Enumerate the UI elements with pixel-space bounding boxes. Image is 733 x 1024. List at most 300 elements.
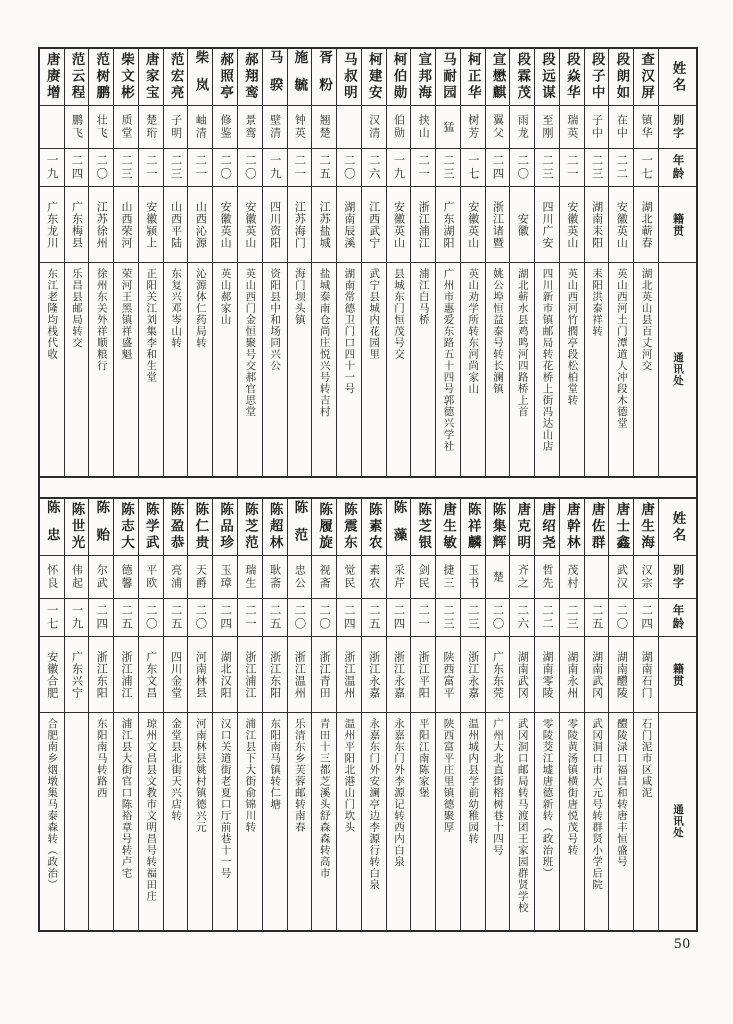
entry-courtesy-name-cell bbox=[535, 106, 559, 149]
entry-name-cell bbox=[114, 499, 138, 556]
entry-age: 一九 bbox=[45, 154, 58, 181]
entry-name: 陈盈恭 bbox=[168, 502, 184, 552]
header-name-label: 姓名 bbox=[670, 60, 686, 94]
entry-name-cell bbox=[89, 49, 113, 106]
entry-age-cell bbox=[114, 149, 138, 187]
entry-column bbox=[336, 499, 361, 930]
entry-native-place-cell bbox=[164, 637, 188, 713]
entry-name-cell bbox=[65, 499, 89, 556]
entry-contact-address-cell bbox=[213, 263, 237, 476]
entry-age-cell bbox=[411, 599, 435, 637]
entry-contact-address-cell bbox=[288, 263, 312, 476]
entry-native-place-cell bbox=[436, 187, 460, 263]
entry-column bbox=[608, 499, 633, 930]
entry-age: 二一 bbox=[293, 154, 306, 181]
entry-column bbox=[460, 49, 485, 476]
entry-column bbox=[534, 49, 559, 476]
entry-contact-address: 乐清东乡芙蓉邮转南春 bbox=[293, 718, 305, 833]
entry-name: 陈贻 bbox=[94, 499, 110, 555]
entry-name-cell bbox=[609, 499, 633, 556]
entry-name: 柯建安 bbox=[366, 52, 382, 102]
entry-name-cell bbox=[288, 49, 312, 106]
entry-native-place-cell bbox=[585, 637, 609, 713]
entry-age-cell bbox=[461, 599, 485, 637]
entry-name-cell bbox=[560, 49, 584, 106]
header-age-label: 年龄 bbox=[671, 154, 684, 181]
entry-name: 陈学武 bbox=[143, 502, 159, 552]
entry-native-place: 陕西富平 bbox=[441, 650, 454, 699]
entry-native-place-cell bbox=[560, 637, 584, 713]
entry-age-cell bbox=[89, 149, 113, 187]
entry-native-place-cell bbox=[486, 187, 510, 263]
entry-courtesy-name-cell bbox=[362, 106, 386, 149]
entry-age: 二四 bbox=[342, 604, 355, 631]
entry-column bbox=[287, 499, 312, 930]
entry-column bbox=[386, 499, 411, 930]
entry-native-place: 浙江浦江 bbox=[243, 650, 256, 699]
header-native-place bbox=[659, 187, 696, 263]
entry-native-place: 江苏徐州 bbox=[95, 200, 108, 249]
entry-contact-address: 陕西富平庄里镇德聚厚 bbox=[442, 718, 454, 833]
entry-age-cell bbox=[634, 149, 658, 187]
entry-column bbox=[584, 49, 609, 476]
entry-age: 二三 bbox=[441, 154, 454, 181]
entry-age: 二一 bbox=[565, 154, 578, 181]
entry-name-cell bbox=[362, 49, 386, 106]
entry-contact-address-cell bbox=[65, 713, 89, 930]
entry-column bbox=[509, 499, 534, 930]
upper-registry-table bbox=[38, 47, 698, 478]
entry-courtesy-name-cell bbox=[40, 556, 64, 599]
entry-column bbox=[386, 49, 411, 476]
entry-courtesy-name: 德馨 bbox=[120, 564, 133, 590]
entry-native-place-cell bbox=[436, 637, 460, 713]
entry-contact-address: 沁源体仁药局转 bbox=[194, 268, 206, 349]
entry-age-cell bbox=[486, 599, 510, 637]
entry-contact-address: 零陵黄汤镇横街唐悦茂号转 bbox=[566, 718, 578, 856]
entry-contact-address: 武冈洞口邮局转马渡团王家园群贤学校 bbox=[516, 718, 528, 914]
entry-courtesy-name: 采芹 bbox=[392, 564, 405, 590]
entry-name-cell bbox=[387, 49, 411, 106]
entry-native-place: 安徽英山 bbox=[565, 200, 578, 249]
entry-courtesy-name: 伯勋 bbox=[392, 114, 405, 140]
entry-name-cell bbox=[213, 49, 237, 106]
entry-contact-address: 湖南常德卫门口四十一号 bbox=[343, 268, 355, 395]
entry-age: 二六 bbox=[516, 604, 529, 631]
entry-courtesy-name-cell bbox=[461, 106, 485, 149]
entry-column bbox=[40, 49, 64, 476]
entry-contact-address: 资阳县中和场同兴公 bbox=[269, 268, 281, 372]
entry-name-cell bbox=[188, 49, 212, 106]
entry-name-cell bbox=[164, 49, 188, 106]
entry-column bbox=[113, 49, 138, 476]
entry-native-place-cell bbox=[238, 637, 262, 713]
entry-courtesy-name: 视斋 bbox=[318, 564, 331, 590]
entry-native-place-cell bbox=[337, 187, 361, 263]
entry-name: 陈集辉 bbox=[490, 502, 506, 552]
entry-column bbox=[559, 49, 584, 476]
entry-courtesy-name-cell bbox=[188, 106, 212, 149]
entry-contact-address-cell bbox=[411, 263, 435, 476]
entry-name-cell bbox=[436, 49, 460, 106]
entry-native-place: 浙江东阳 bbox=[95, 650, 108, 699]
entry-contact-address: 东阳南马转路西 bbox=[95, 718, 107, 799]
entry-age: 二二 bbox=[615, 154, 628, 181]
entry-contact-address: 温州平阳北港山门坎头 bbox=[343, 718, 355, 833]
entry-native-place: 湖南辰溪 bbox=[342, 200, 355, 249]
entry-age: 二〇 bbox=[516, 154, 529, 181]
entry-native-place-cell bbox=[461, 187, 485, 263]
entry-native-place: 安徽英山 bbox=[243, 200, 256, 249]
entry-contact-address-cell bbox=[560, 263, 584, 476]
entry-age-cell bbox=[288, 149, 312, 187]
entry-age-cell bbox=[164, 149, 188, 187]
entry-contact-address-cell bbox=[40, 263, 64, 476]
entry-name-cell bbox=[288, 499, 312, 556]
entry-column bbox=[633, 499, 658, 930]
header-age bbox=[659, 149, 696, 187]
header-age-label: 年龄 bbox=[671, 604, 684, 631]
entry-name: 唐生敏 bbox=[440, 502, 456, 552]
entry-courtesy-name: 翼父 bbox=[491, 114, 504, 140]
entry-name: 柴岚 bbox=[193, 49, 209, 105]
entry-age-cell bbox=[312, 149, 336, 187]
entry-native-place-cell bbox=[312, 637, 336, 713]
entry-native-place: 安徽颍上 bbox=[144, 200, 157, 249]
header-name-label: 姓名 bbox=[670, 510, 686, 544]
entry-contact-address-cell bbox=[362, 713, 386, 930]
entry-age-cell bbox=[510, 599, 534, 637]
entry-native-place-cell bbox=[114, 637, 138, 713]
page-number: 50 bbox=[674, 936, 691, 952]
entry-contact-address: 荣河王黑镇祥盛魁 bbox=[120, 268, 132, 360]
entry-native-place-cell bbox=[337, 637, 361, 713]
entry-column bbox=[163, 49, 188, 476]
entry-native-place-cell bbox=[213, 187, 237, 263]
entry-column bbox=[88, 499, 113, 930]
entry-column bbox=[237, 49, 262, 476]
entry-age: 二三 bbox=[541, 154, 554, 181]
entry-courtesy-name: 鹏飞 bbox=[70, 114, 83, 140]
entry-contact-address: 县城东门恒茂号交 bbox=[392, 268, 404, 360]
entry-age-cell bbox=[535, 149, 559, 187]
entry-age-cell bbox=[585, 599, 609, 637]
entry-age: 二〇 bbox=[615, 604, 628, 631]
entry-courtesy-name-cell bbox=[486, 556, 510, 599]
entry-age: 二五 bbox=[318, 154, 331, 181]
entry-age-cell bbox=[486, 149, 510, 187]
entry-name: 宣懋麒 bbox=[490, 52, 506, 102]
entry-age-cell bbox=[65, 149, 89, 187]
entry-courtesy-name-cell bbox=[263, 556, 287, 599]
entry-native-place: 广东湖阳 bbox=[441, 200, 454, 249]
entry-courtesy-name-cell bbox=[114, 106, 138, 149]
entry-contact-address-cell bbox=[411, 713, 435, 930]
entry-age-cell bbox=[139, 149, 163, 187]
entry-contact-address-cell bbox=[188, 263, 212, 476]
entry-courtesy-name-cell bbox=[164, 106, 188, 149]
entry-courtesy-name-cell bbox=[288, 556, 312, 599]
entry-age-cell bbox=[263, 149, 287, 187]
entry-name-cell bbox=[387, 499, 411, 556]
entry-contact-address: 汉口关道街老夏口厅前巷十一号 bbox=[219, 718, 231, 879]
entry-contact-address-cell bbox=[461, 713, 485, 930]
entry-name: 陈藻 bbox=[391, 499, 407, 555]
entry-courtesy-name-cell bbox=[188, 556, 212, 599]
entry-courtesy-name: 楚珩 bbox=[144, 114, 157, 140]
entry-contact-address-cell bbox=[164, 263, 188, 476]
entry-courtesy-name-cell bbox=[609, 106, 633, 149]
entry-courtesy-name: 玉璋 bbox=[219, 564, 232, 590]
entry-native-place-cell bbox=[188, 637, 212, 713]
entry-age: 二三 bbox=[590, 154, 603, 181]
entry-courtesy-name: 素农 bbox=[367, 564, 380, 590]
entry-contact-address-cell bbox=[510, 263, 534, 476]
entry-age: 二五 bbox=[590, 604, 603, 631]
entry-column bbox=[113, 499, 138, 930]
entry-courtesy-name-cell bbox=[411, 556, 435, 599]
entry-courtesy-name: 树芳 bbox=[466, 114, 479, 140]
entry-native-place: 浙江永嘉 bbox=[466, 650, 479, 699]
entry-name: 段远谋 bbox=[540, 52, 556, 102]
entry-courtesy-name-cell bbox=[213, 106, 237, 149]
entry-name: 段霖茂 bbox=[515, 52, 531, 102]
entry-courtesy-name: 哲先 bbox=[541, 564, 554, 590]
entry-courtesy-name: 平欧 bbox=[144, 564, 157, 590]
entry-native-place-cell bbox=[263, 187, 287, 263]
entry-contact-address-cell bbox=[114, 713, 138, 930]
entry-column bbox=[212, 49, 237, 476]
entry-courtesy-name: 景鸾 bbox=[243, 114, 256, 140]
entry-contact-address-cell bbox=[263, 713, 287, 930]
entry-age-cell bbox=[139, 599, 163, 637]
entry-contact-address-cell bbox=[114, 263, 138, 476]
entry-courtesy-name-cell bbox=[510, 556, 534, 599]
entry-age-cell bbox=[65, 599, 89, 637]
entry-courtesy-name: 镇华 bbox=[640, 114, 653, 140]
entry-native-place-cell bbox=[510, 637, 534, 713]
entry-contact-address: 英山劝学所转东河尚家山 bbox=[467, 268, 479, 395]
entry-age-cell bbox=[337, 149, 361, 187]
entry-native-place-cell bbox=[40, 637, 64, 713]
entry-contact-address: 英山西河竹撋亭段松柏堂转 bbox=[566, 268, 578, 406]
header-native-label: 籍贯 bbox=[671, 662, 684, 687]
entry-contact-address-cell bbox=[436, 263, 460, 476]
entry-native-place: 山西平陆 bbox=[169, 200, 182, 249]
entry-age-cell bbox=[263, 599, 287, 637]
entry-native-place-cell bbox=[486, 637, 510, 713]
entry-age-cell bbox=[436, 149, 460, 187]
entry-age-cell bbox=[411, 149, 435, 187]
entry-native-place: 山西荣河 bbox=[120, 200, 133, 249]
entry-column bbox=[608, 49, 633, 476]
entry-contact-address: 徐州东关外祥顺粮行 bbox=[95, 268, 107, 372]
entry-courtesy-name-cell bbox=[89, 556, 113, 599]
entry-column bbox=[633, 49, 658, 476]
entry-native-place-cell bbox=[139, 187, 163, 263]
entry-age: 二三 bbox=[441, 604, 454, 631]
entry-name-cell bbox=[40, 499, 64, 556]
entry-native-place-cell bbox=[89, 187, 113, 263]
entry-native-place: 安徽英山 bbox=[219, 200, 232, 249]
entry-name-cell bbox=[263, 499, 287, 556]
header-courtesy-label: 别字 bbox=[671, 114, 684, 140]
entry-column bbox=[287, 49, 312, 476]
entry-contact-address: 武冈洞口市大元号转群贤小学后院 bbox=[591, 718, 603, 891]
entry-courtesy-name: 翘楚 bbox=[318, 114, 331, 140]
entry-contact-address-cell bbox=[486, 713, 510, 930]
entry-contact-address: 英山西河土门潭道人冲段木德堂 bbox=[615, 268, 627, 429]
entry-name-cell bbox=[89, 499, 113, 556]
entry-contact-address: 湖北蕲水县鸡鸣河四路桥上首 bbox=[516, 268, 528, 418]
entry-courtesy-name-cell bbox=[263, 106, 287, 149]
entry-name: 柯伯勋 bbox=[391, 52, 407, 102]
entry-native-place-cell bbox=[411, 187, 435, 263]
entry-age: 二〇 bbox=[219, 154, 232, 181]
entry-name: 唐士鑫 bbox=[614, 502, 630, 552]
entry-column bbox=[559, 499, 584, 930]
entry-native-place: 湖南永州 bbox=[565, 650, 578, 699]
entry-column bbox=[262, 499, 287, 930]
entry-contact-address: 耒阳洪泰祥转 bbox=[591, 268, 603, 337]
entry-contact-address-cell bbox=[486, 263, 510, 476]
entry-column bbox=[509, 49, 534, 476]
entry-contact-address: 浦江白马桥 bbox=[417, 268, 429, 326]
entry-native-place-cell bbox=[114, 187, 138, 263]
header-name bbox=[659, 49, 696, 106]
entry-contact-address-cell bbox=[609, 713, 633, 930]
entry-native-place: 浙江永嘉 bbox=[367, 650, 380, 699]
entry-age: 一七 bbox=[45, 604, 58, 631]
entry-contact-address-cell bbox=[164, 713, 188, 930]
entry-name-cell bbox=[510, 49, 534, 106]
entry-native-place-cell bbox=[387, 187, 411, 263]
entry-name-cell bbox=[114, 49, 138, 106]
entry-age: 二四 bbox=[219, 604, 232, 631]
entry-age: 二四 bbox=[392, 604, 405, 631]
entry-name-cell bbox=[461, 49, 485, 106]
entry-column bbox=[163, 499, 188, 930]
table-gap-band bbox=[38, 478, 698, 497]
entry-name-cell bbox=[40, 49, 64, 106]
entry-name-cell bbox=[337, 49, 361, 106]
entry-contact-address: 乐昌县邮局转交 bbox=[71, 268, 82, 349]
entry-contact-address-cell bbox=[387, 263, 411, 476]
header-contact-label: 通讯处 bbox=[672, 352, 683, 387]
entry-native-place-cell bbox=[510, 187, 534, 263]
entry-age-cell bbox=[387, 599, 411, 637]
header-contact-label: 通讯处 bbox=[672, 804, 683, 839]
entry-name: 段子中 bbox=[589, 52, 605, 102]
entry-name-cell bbox=[362, 499, 386, 556]
entry-courtesy-name-cell bbox=[114, 556, 138, 599]
entry-native-place-cell bbox=[139, 637, 163, 713]
entry-courtesy-name-cell bbox=[89, 106, 113, 149]
entry-age-cell bbox=[436, 599, 460, 637]
entry-contact-address-cell bbox=[238, 713, 262, 930]
entry-column bbox=[187, 49, 212, 476]
entry-name-cell bbox=[609, 49, 633, 106]
entry-courtesy-name: 至刚 bbox=[541, 114, 554, 140]
entry-name: 唐佐群 bbox=[589, 502, 605, 552]
entry-contact-address: 东江老隆均栈代收 bbox=[46, 268, 58, 360]
entry-native-place: 湖南醴陵 bbox=[615, 650, 628, 699]
entry-name: 陈芝范 bbox=[242, 502, 258, 552]
entry-contact-address: 青田十三都芝溪头舒森森转高市 bbox=[318, 718, 330, 879]
entry-name: 陈范 bbox=[292, 499, 308, 555]
entry-age: 二〇 bbox=[342, 154, 355, 181]
entry-contact-address-cell bbox=[213, 713, 237, 930]
entry-native-place: 浙江浦江 bbox=[120, 650, 133, 699]
entry-age-cell bbox=[535, 599, 559, 637]
entry-name: 唐赓增 bbox=[44, 52, 60, 102]
entry-courtesy-name: 岫清 bbox=[194, 114, 207, 140]
entry-column bbox=[64, 49, 89, 476]
entry-courtesy-name-cell bbox=[535, 556, 559, 599]
entry-native-place: 广东龙川 bbox=[45, 200, 58, 249]
entry-age-cell bbox=[238, 599, 262, 637]
entry-native-place: 湖南武冈 bbox=[590, 650, 603, 699]
entry-native-place-cell bbox=[288, 187, 312, 263]
entry-name: 陈芝银 bbox=[416, 502, 432, 552]
entry-courtesy-name: 汉清 bbox=[367, 114, 380, 140]
entry-age: 二五 bbox=[169, 604, 182, 631]
entry-courtesy-name-cell bbox=[436, 556, 460, 599]
entry-name: 唐绍尧 bbox=[540, 502, 556, 552]
entry-native-place: 河南林县 bbox=[194, 650, 207, 699]
entry-age-cell bbox=[609, 149, 633, 187]
entry-name: 胥粉 bbox=[317, 49, 333, 105]
entry-courtesy-name: 壁清 bbox=[268, 114, 281, 140]
entry-age: 二五 bbox=[120, 604, 133, 631]
entry-column bbox=[138, 49, 163, 476]
entry-contact-address: 四川新市镇邮局转花桥上街冯达山店 bbox=[541, 268, 553, 452]
entry-contact-address-cell bbox=[337, 713, 361, 930]
entry-courtesy-name-cell bbox=[461, 556, 485, 599]
entry-contact-address: 河南林县姚村镇德兴元 bbox=[194, 718, 206, 833]
entry-name: 段朗如 bbox=[614, 52, 630, 102]
entry-contact-address-cell bbox=[312, 263, 336, 476]
entry-contact-address-cell bbox=[634, 713, 658, 930]
entry-age: 一九 bbox=[268, 154, 281, 181]
entry-courtesy-name-cell bbox=[634, 106, 658, 149]
header-courtesy-label: 别字 bbox=[671, 564, 684, 590]
lower-registry-table bbox=[38, 497, 698, 932]
entry-age-cell bbox=[188, 149, 212, 187]
entry-native-place-cell bbox=[312, 187, 336, 263]
entry-age-cell bbox=[164, 599, 188, 637]
entry-name-cell bbox=[535, 499, 559, 556]
entry-native-place-cell bbox=[188, 187, 212, 263]
entry-contact-address: 广州大北直街榕树巷十四号 bbox=[492, 718, 504, 856]
entry-name: 唐克明 bbox=[515, 502, 531, 552]
entry-courtesy-name: 忠公 bbox=[293, 564, 306, 590]
entry-courtesy-name-cell bbox=[65, 556, 89, 599]
entry-age: 二〇 bbox=[293, 604, 306, 631]
entry-name-cell bbox=[634, 49, 658, 106]
entry-column bbox=[361, 49, 386, 476]
entry-age: 二五 bbox=[268, 604, 281, 631]
entry-age: 二六 bbox=[367, 154, 380, 181]
entry-native-place-cell bbox=[40, 187, 64, 263]
entry-native-place: 湖北蕲春 bbox=[640, 200, 653, 249]
entry-native-place-cell bbox=[65, 187, 89, 263]
entry-name: 唐生海 bbox=[639, 502, 655, 552]
entry-name: 郝翔鸾 bbox=[242, 52, 258, 102]
entry-native-place: 浙江平阳 bbox=[417, 650, 430, 699]
entry-native-place-cell bbox=[411, 637, 435, 713]
entry-native-place-cell bbox=[634, 637, 658, 713]
